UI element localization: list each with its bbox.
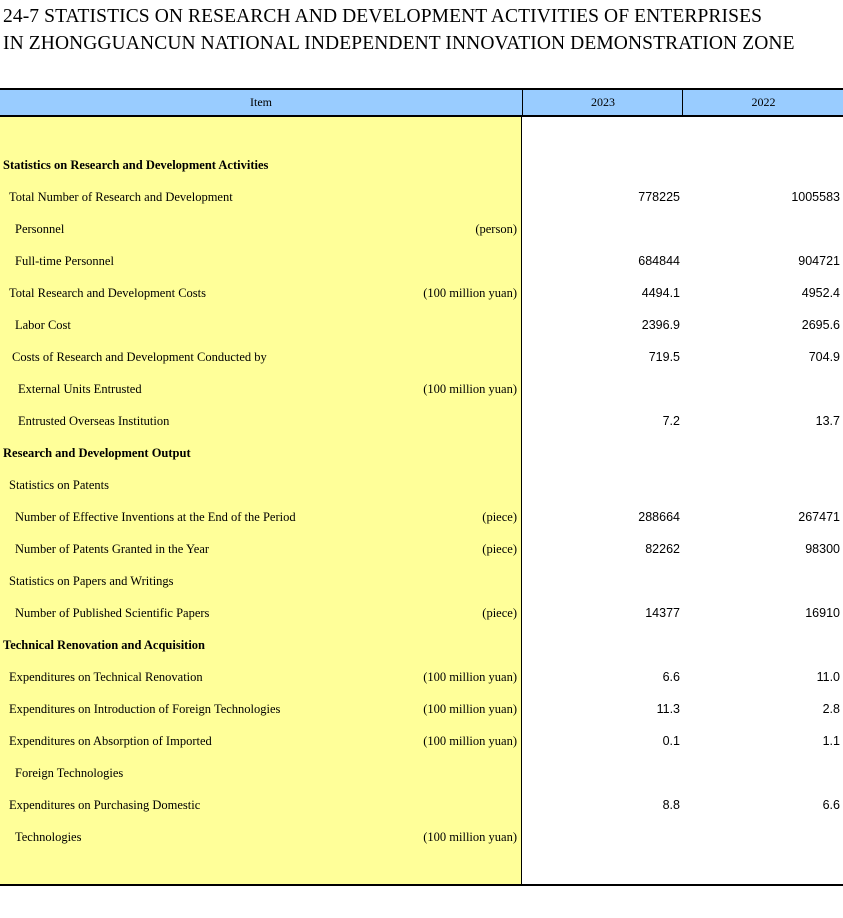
value-2022: 904721	[798, 254, 840, 268]
row-label: Personnel	[15, 222, 65, 236]
value-2023: 2396.9	[641, 318, 680, 332]
table-row	[0, 667, 843, 687]
table-row	[0, 827, 843, 847]
row-label: Labor Cost	[15, 318, 71, 332]
value-2023: 14377	[645, 606, 680, 620]
row-label: Statistics on Papers and Writings	[9, 574, 174, 588]
row-label: External Units Entrusted	[18, 382, 142, 396]
row-unit: (100 million yuan)	[423, 702, 517, 716]
table-row	[0, 187, 843, 207]
table-row	[0, 763, 843, 783]
title-line-1: 24-7 STATISTICS ON RESEARCH AND DEVELOPMENT ACTIVITIES OF ENTERPRISES	[3, 6, 763, 27]
table-row	[0, 635, 843, 655]
table-row	[0, 507, 843, 527]
value-2022: 1005583	[791, 190, 840, 204]
row-label: Total Research and Development Costs	[9, 286, 206, 300]
header-item: Item	[250, 95, 272, 109]
table-row	[0, 155, 843, 175]
row-unit: (person)	[475, 222, 517, 236]
value-2023: 288664	[638, 510, 680, 524]
section-heading: Technical Renovation and Acquisition	[3, 638, 206, 652]
row-label: Expenditures on Purchasing Domestic	[9, 798, 201, 812]
value-2022: 98300	[805, 542, 840, 556]
table-row	[0, 251, 843, 271]
table-row	[0, 283, 843, 303]
row-unit: (100 million yuan)	[423, 382, 517, 396]
value-2022: 6.6	[822, 798, 840, 812]
row-label: Foreign Technologies	[15, 766, 124, 780]
value-2023: 8.8	[662, 798, 680, 812]
header-2022: 2022	[682, 90, 843, 115]
row-unit: (100 million yuan)	[423, 734, 517, 748]
table-row	[0, 443, 843, 463]
statistics-table	[0, 88, 843, 886]
value-2023: 0.1	[662, 734, 680, 748]
table-row	[0, 315, 843, 335]
row-label: Number of Published Scientific Papers	[15, 606, 210, 620]
value-2022: 2.8	[822, 702, 840, 716]
table-row	[0, 379, 843, 399]
row-label: Full-time Personnel	[15, 254, 114, 268]
value-2023: 719.5	[648, 350, 680, 364]
value-2023: 684844	[638, 254, 680, 268]
table-bottom-rule	[0, 884, 843, 886]
value-2022: 11.0	[816, 670, 840, 684]
row-unit: (piece)	[482, 510, 517, 524]
table-header	[0, 88, 843, 117]
value-2023: 6.6	[662, 670, 680, 684]
row-label: Costs of Research and Development Conducted by	[12, 350, 267, 364]
row-unit: (piece)	[482, 542, 517, 556]
table-row	[0, 475, 843, 495]
value-2022: 1.1	[822, 734, 840, 748]
value-2023: 7.2	[662, 414, 680, 428]
value-2022: 13.7	[815, 414, 840, 428]
table-title	[3, 3, 795, 57]
table-row	[0, 347, 843, 367]
value-2023: 11.3	[656, 702, 680, 716]
row-label: Statistics on Patents	[9, 478, 109, 492]
row-unit: (100 million yuan)	[423, 670, 517, 684]
row-unit: (100 million yuan)	[423, 830, 517, 844]
table-row	[0, 731, 843, 751]
value-2022: 4952.4	[801, 286, 840, 300]
header-2023: 2023	[522, 90, 683, 115]
table-row	[0, 603, 843, 623]
row-label: Number of Patents Granted in the Year	[15, 542, 210, 556]
section-heading: Research and Development Output	[3, 446, 191, 460]
row-unit: (100 million yuan)	[423, 286, 517, 300]
row-unit: (piece)	[482, 606, 517, 620]
row-label: Entrusted Overseas Institution	[18, 414, 170, 428]
table-row	[0, 795, 843, 815]
section-heading: Statistics on Research and Development Activities	[3, 158, 269, 172]
table-row	[0, 219, 843, 239]
row-label: Number of Effective Inventions at the End of the Period	[15, 510, 296, 524]
value-2023: 778225	[638, 190, 680, 204]
value-2022: 704.9	[808, 350, 840, 364]
value-2022: 16910	[805, 606, 840, 620]
value-2022: 2695.6	[801, 318, 840, 332]
table-row	[0, 571, 843, 591]
value-2023: 82262	[645, 542, 680, 556]
row-label: Expenditures on Absorption of Imported	[9, 734, 212, 748]
value-2023: 4494.1	[641, 286, 680, 300]
row-label: Total Number of Research and Development	[9, 190, 233, 204]
table-row	[0, 699, 843, 719]
row-label: Technologies	[15, 830, 82, 844]
row-label: Expenditures on Technical Renovation	[9, 670, 203, 684]
table-row	[0, 539, 843, 559]
table-row	[0, 411, 843, 431]
value-2022: 267471	[798, 510, 840, 524]
title-line-2: IN ZHONGGUANCUN NATIONAL INDEPENDENT INNOVATION DEMONSTRATION ZONE	[3, 33, 795, 54]
row-label: Expenditures on Introduction of Foreign Technologies	[9, 702, 281, 716]
